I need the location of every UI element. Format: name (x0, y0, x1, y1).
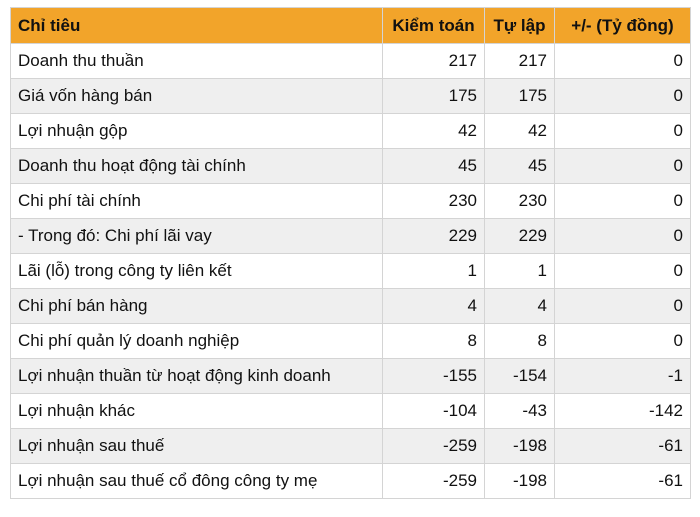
difference-value: -142 (555, 394, 691, 429)
difference-value: -61 (555, 429, 691, 464)
audited-value: 4 (383, 289, 485, 324)
self-prepared-value: 42 (485, 114, 555, 149)
row-label: Chi phí bán hàng (11, 289, 383, 324)
table-row (11, 394, 691, 429)
audited-value: 230 (383, 184, 485, 219)
row-label: Giá vốn hàng bán (11, 79, 383, 114)
self-prepared-value: 1 (485, 254, 555, 289)
row-label: Lợi nhuận sau thuế (11, 429, 383, 464)
table-row (11, 254, 691, 289)
row-label: Lợi nhuận khác (11, 394, 383, 429)
table-row (11, 44, 691, 79)
table-row (11, 359, 691, 394)
self-prepared-value: 8 (485, 324, 555, 359)
audited-value: -259 (383, 429, 485, 464)
row-label: Doanh thu hoạt động tài chính (11, 149, 383, 184)
row-label: Lợi nhuận thuần từ hoạt động kinh doanh (11, 359, 383, 394)
table-row (11, 184, 691, 219)
difference-value: 0 (555, 149, 691, 184)
table-row (11, 324, 691, 359)
column-header-self-prepared: Tự lập (485, 8, 555, 44)
financial-comparison-table (10, 7, 691, 499)
column-header-difference: +/- (Tỷ đồng) (555, 8, 691, 44)
audited-value: -104 (383, 394, 485, 429)
self-prepared-value: 230 (485, 184, 555, 219)
table-row (11, 289, 691, 324)
self-prepared-value: 4 (485, 289, 555, 324)
difference-value: 0 (555, 289, 691, 324)
row-label: Lợi nhuận gộp (11, 114, 383, 149)
row-label: Lãi (lỗ) trong công ty liên kết (11, 254, 383, 289)
table-header-row (11, 8, 691, 44)
self-prepared-value: -198 (485, 464, 555, 499)
self-prepared-value: 217 (485, 44, 555, 79)
self-prepared-value: -198 (485, 429, 555, 464)
table-row (11, 149, 691, 184)
row-label: Doanh thu thuần (11, 44, 383, 79)
self-prepared-value: -43 (485, 394, 555, 429)
self-prepared-value: 175 (485, 79, 555, 114)
table-row (11, 79, 691, 114)
difference-value: -61 (555, 464, 691, 499)
difference-value: 0 (555, 79, 691, 114)
table-row (11, 429, 691, 464)
difference-value: 0 (555, 114, 691, 149)
audited-value: 45 (383, 149, 485, 184)
audited-value: 175 (383, 79, 485, 114)
column-header-indicator: Chỉ tiêu (11, 8, 383, 44)
audited-value: 42 (383, 114, 485, 149)
column-header-audited: Kiểm toán (383, 8, 485, 44)
self-prepared-value: -154 (485, 359, 555, 394)
table-row (11, 464, 691, 499)
row-label: Lợi nhuận sau thuế cổ đông công ty mẹ (11, 464, 383, 499)
difference-value: 0 (555, 324, 691, 359)
row-label: Chi phí tài chính (11, 184, 383, 219)
audited-value: 217 (383, 44, 485, 79)
audited-value: 229 (383, 219, 485, 254)
difference-value: 0 (555, 219, 691, 254)
difference-value: 0 (555, 44, 691, 79)
audited-value: 1 (383, 254, 485, 289)
difference-value: 0 (555, 254, 691, 289)
row-label: - Trong đó: Chi phí lãi vay (11, 219, 383, 254)
difference-value: 0 (555, 184, 691, 219)
row-label: Chi phí quản lý doanh nghiệp (11, 324, 383, 359)
table-row (11, 219, 691, 254)
audited-value: -155 (383, 359, 485, 394)
self-prepared-value: 229 (485, 219, 555, 254)
audited-value: -259 (383, 464, 485, 499)
self-prepared-value: 45 (485, 149, 555, 184)
audited-value: 8 (383, 324, 485, 359)
difference-value: -1 (555, 359, 691, 394)
table-row (11, 114, 691, 149)
